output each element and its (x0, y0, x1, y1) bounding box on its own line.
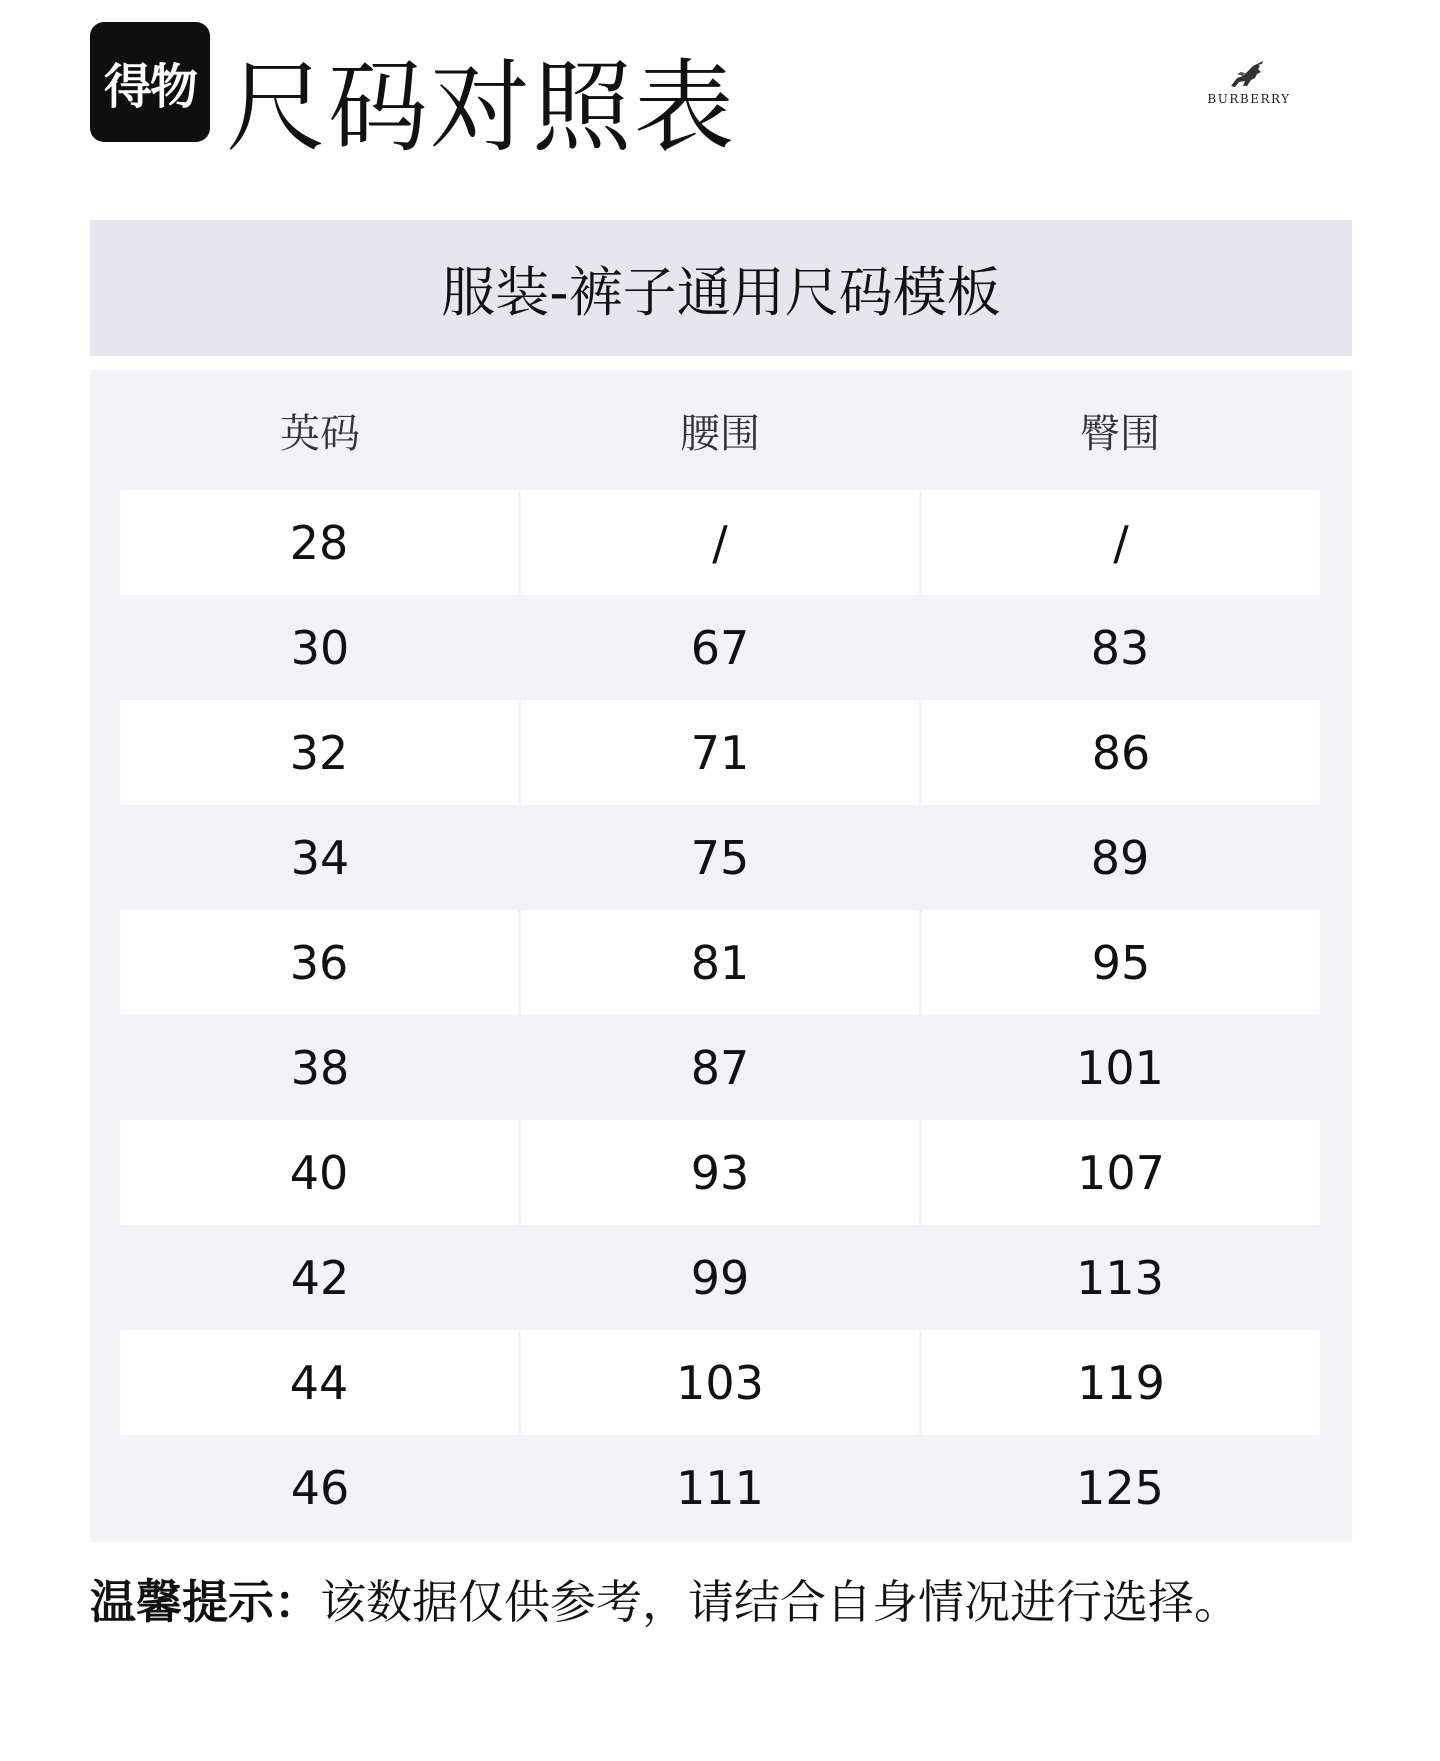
tip-note (90, 1566, 1240, 1632)
column-header-hip: 臀围 (1080, 410, 1160, 457)
waist-cell: 103 (518, 1330, 919, 1435)
table-row (120, 595, 1320, 700)
size-cell: 40 (120, 1120, 518, 1225)
waist-cell: 67 (690, 620, 750, 675)
table-body (120, 490, 1320, 1540)
hip-cell: 89 (1090, 830, 1150, 885)
size-cell: 36 (120, 910, 518, 1015)
table-row (120, 1225, 1320, 1330)
size-cell: 46 (290, 1460, 350, 1515)
hip-cell: 119 (919, 1330, 1320, 1435)
waist-cell: 93 (518, 1120, 919, 1225)
template-title: 服装-裤子通用尺码模板 (441, 260, 1001, 324)
hip-cell: 101 (1076, 1040, 1164, 1095)
column-header-waist: 腰围 (680, 410, 760, 457)
table-row (120, 490, 1320, 595)
tip-text: 该数据仅供参考，请结合自身情况进行选择。 (320, 1575, 1240, 1629)
waist-cell: 71 (518, 700, 919, 805)
table-header (120, 370, 1320, 490)
size-cell: 42 (290, 1250, 350, 1305)
size-cell: 44 (120, 1330, 518, 1435)
hip-cell: / (919, 490, 1320, 595)
hip-cell: 95 (919, 910, 1320, 1015)
size-cell: 28 (120, 490, 518, 595)
size-table (90, 370, 1352, 1542)
hip-cell: 86 (919, 700, 1320, 805)
table-row (120, 1330, 1320, 1435)
table-row (120, 700, 1320, 805)
table-row (120, 805, 1320, 910)
hip-cell: 113 (1076, 1250, 1164, 1305)
template-banner (90, 220, 1352, 356)
table-row (120, 1120, 1320, 1225)
app-logo (90, 22, 210, 142)
hip-cell: 107 (919, 1120, 1320, 1225)
size-cell: 34 (290, 830, 350, 885)
waist-cell: / (518, 490, 919, 595)
app-logo-text: 得物 (103, 58, 196, 115)
waist-cell: 87 (690, 1040, 750, 1095)
waist-cell: 81 (518, 910, 919, 1015)
brand-name: BURBERRY (1207, 92, 1291, 106)
page-title: 尺码对照表 (226, 49, 736, 166)
table-row (120, 910, 1320, 1015)
hip-cell: 125 (1076, 1460, 1164, 1515)
hip-cell: 83 (1090, 620, 1150, 675)
size-cell: 38 (290, 1040, 350, 1095)
size-cell: 30 (290, 620, 350, 675)
waist-cell: 99 (690, 1250, 750, 1305)
table-row (120, 1015, 1320, 1120)
size-cell: 32 (120, 700, 518, 805)
waist-cell: 111 (676, 1460, 764, 1515)
column-header-size: 英码 (280, 410, 360, 457)
brand-logo (1184, 60, 1314, 106)
waist-cell: 75 (690, 830, 750, 885)
tip-label: 温馨提示： (90, 1575, 320, 1629)
equestrian-knight-icon (1227, 60, 1271, 90)
table-row (120, 1435, 1320, 1540)
